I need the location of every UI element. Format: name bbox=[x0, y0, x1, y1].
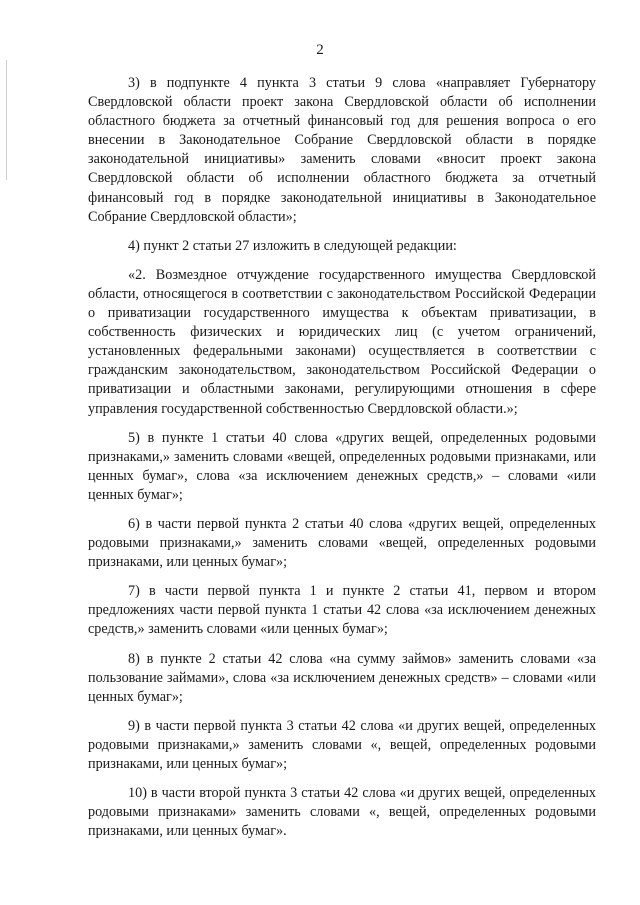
page-number: 2 bbox=[316, 42, 324, 58]
paragraph-item-10: 10) в части второй пункта 3 статьи 42 слова «и других вещей, определенных родовыми признаками» заменить словами «, вещей, определенных родовыми признаками, или ценных бумаг». bbox=[88, 785, 596, 840]
paragraph-item-3: 3) в подпункте 4 пункта 3 статьи 9 слова «направляет Губернатору Свердловской области проект закона Свердловской области об исполнении областного бюджета за отчетный финансовый год для решения вопроса о его внесении в Законодательное Собрание Свердловской области в порядке законодательной инициативы» заменить словами «вносит проект закона Свердловской области об исполнении областного бюджета за отчетный финансовый год в порядке законодательной инициативы в Законодательное Собрание Свердловской области»; bbox=[88, 75, 596, 225]
paragraph-item-6: 6) в части первой пункта 2 статьи 40 слова «других вещей, определенных родовыми признаками,» заменить словами «вещей, определенных родовыми признаками, или ценных бумаг»; bbox=[88, 515, 596, 571]
paragraph-item-8: 8) в пункте 2 статьи 42 слова «на сумму займов» заменить словами «за пользование займами», слова «за исключением денежных средств» – словами «или ценных бумаг»; bbox=[88, 650, 596, 705]
paragraph-item-5: 5) в пункте 1 статьи 40 слова «других вещей, определенных родовыми признаками,» заменить словами «вещей, определенных родовыми признаками, или ценных бумаг», слова «за исключением денежных средств,» – словами «или ценных бумаг»; bbox=[88, 429, 596, 503]
scan-margin-mark bbox=[6, 60, 7, 180]
paragraph-item-7: 7) в части первой пункта 1 и пункте 2 статьи 41, первом и втором предложениях части первой пункта 1 статьи 42 слова «за исключением денежных средств,» заменить словами «или ценных бумаг»; bbox=[88, 583, 596, 638]
paragraph-quoted-redaction: «2. Возмездное отчуждение государственного имущества Свердловской области, относящегося в соответствии с законодательством Российской Федерации о приватизации государственного имущества к объектам приватизации, в собственность физических и юридических лиц (с учетом ограничений, установленных федеральными законами) осуществляется в соответствии с гражданским законодательством, законодательством Российской Федерации о приватизации и областными законами, регулирующими отношения в сфере управления государственной собственностью Свердловской области.»; bbox=[88, 266, 596, 417]
paragraph-item-9: 9) в части первой пункта 3 статьи 42 слова «и других вещей, определенных родовыми признаками,» заменить словами «, вещей, определенных родовыми признаками, или ценных бумаг»; bbox=[88, 717, 596, 772]
document-body bbox=[88, 74, 596, 841]
paragraph-item-4: 4) пункт 2 статьи 27 изложить в следующей редакции: bbox=[128, 237, 457, 254]
